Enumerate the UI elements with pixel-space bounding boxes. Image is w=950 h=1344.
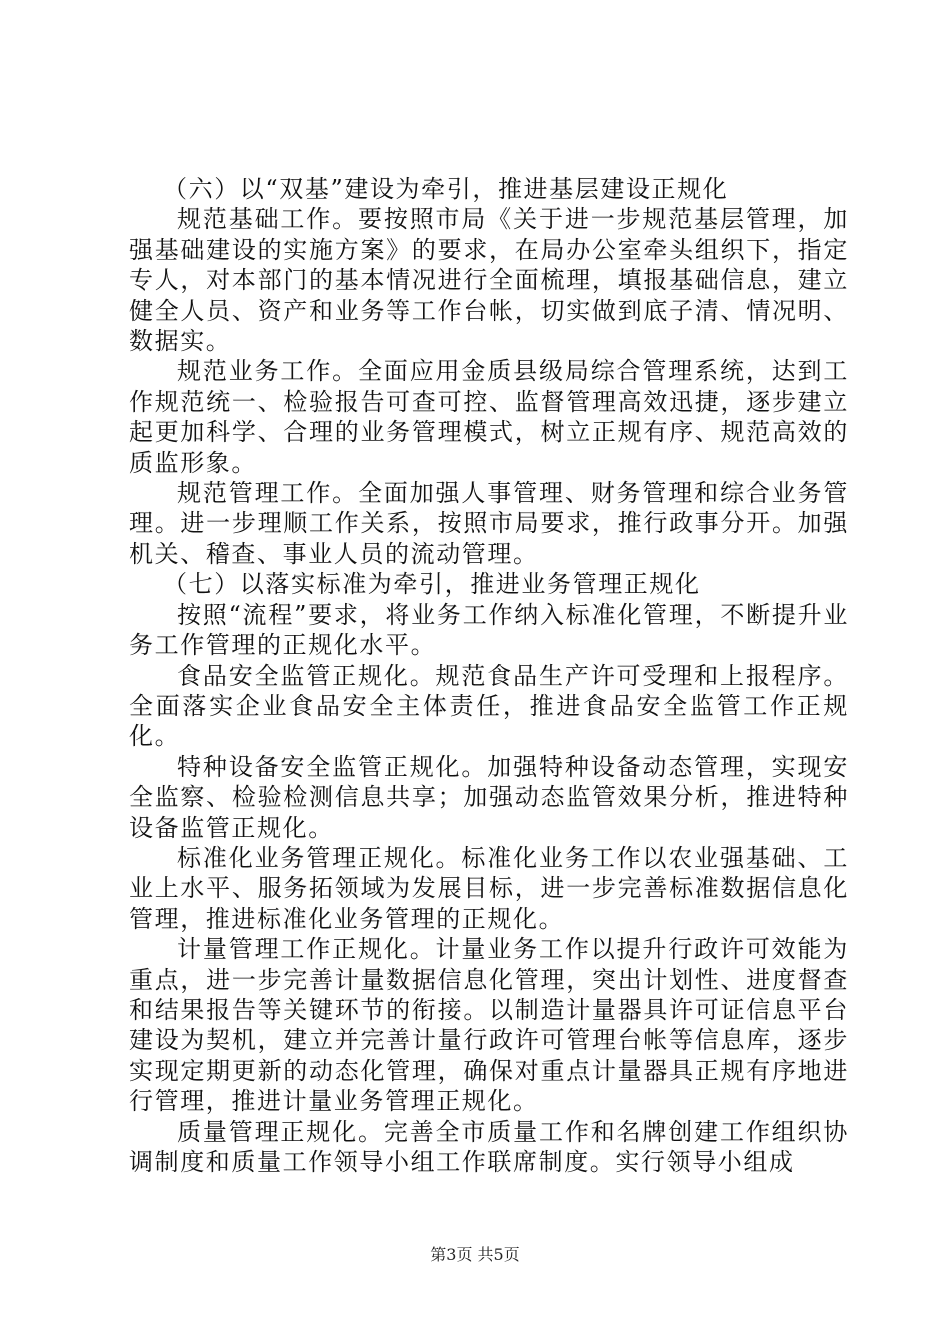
body-paragraph: 质量管理正规化。完善全市质量工作和名牌创建工作组织协调制度和质量工作领导小组工作联席制度。实行领导小组成: [129, 1117, 849, 1176]
section-heading-7: （七）以落实标准为牵引，推进业务管理正规化: [163, 570, 701, 599]
body-paragraph: 规范管理工作。全面加强人事管理、财务管理和综合业务管理。进一步理顺工作关系，按照市局要求，推行政事分开。加强机关、稽查、事业人员的流动管理。: [129, 479, 849, 568]
body-paragraph: 食品安全监管正规化。规范食品生产许可受理和上报程序。全面落实企业食品安全主体责任，推进食品安全监管工作正规化。: [129, 661, 849, 751]
page-number-footer: 第3页 共5页: [430, 1245, 520, 1264]
body-paragraph: 计量管理工作正规化。计量业务工作以提升行政许可效能为重点，进一步完善计量数据信息化管理，突出计划性、进度督查和结果报告等关键环节的衔接。以制造计量器具许可证信息平台建设为契机，建立并完善计量行政许可管理台帐等信息库，逐步实现定期更新的动态化管理，确保对重点计量器具正规有序地进行管理，推进计量业务管理正规化。: [129, 935, 849, 1116]
body-paragraph: 标准化业务管理正规化。标准化业务工作以农业强基础、工业上水平、服务拓领域为发展目标，进一步完善标准数据信息化管理，推进标准化业务管理的正规化。: [129, 843, 849, 933]
body-paragraph: 规范基础工作。要按照市局《关于进一步规范基层管理，加强基础建设的实施方案》的要求，在局办公室牵头组织下，指定专人，对本部门的基本情况进行全面梳理，填报基础信息，建立健全人员、资产和业务等工作台帐，切实做到底子清、情况明、数据实。: [129, 205, 849, 356]
section-heading-6: （六）以“双基”建设为牵引，推进基层建设正规化: [163, 175, 729, 203]
body-paragraph: 按照“流程”要求，将业务工作纳入标准化管理，不断提升业务工作管理的正规化水平。: [129, 600, 849, 660]
body-paragraph: 规范业务工作。全面应用金质县级局综合管理系统，达到工作规范统一、检验报告可查可控、监督管理高效迅捷，逐步建立起更加科学、合理的业务管理模式，树立正规有序、规范高效的质监形象。: [129, 357, 849, 477]
body-paragraph: 特种设备安全监管正规化。加强特种设备动态管理，实现安全监察、检验检测信息共享；加强动态监管效果分析，推进特种设备监管正规化。: [129, 752, 849, 842]
document-body: [129, 174, 849, 1177]
